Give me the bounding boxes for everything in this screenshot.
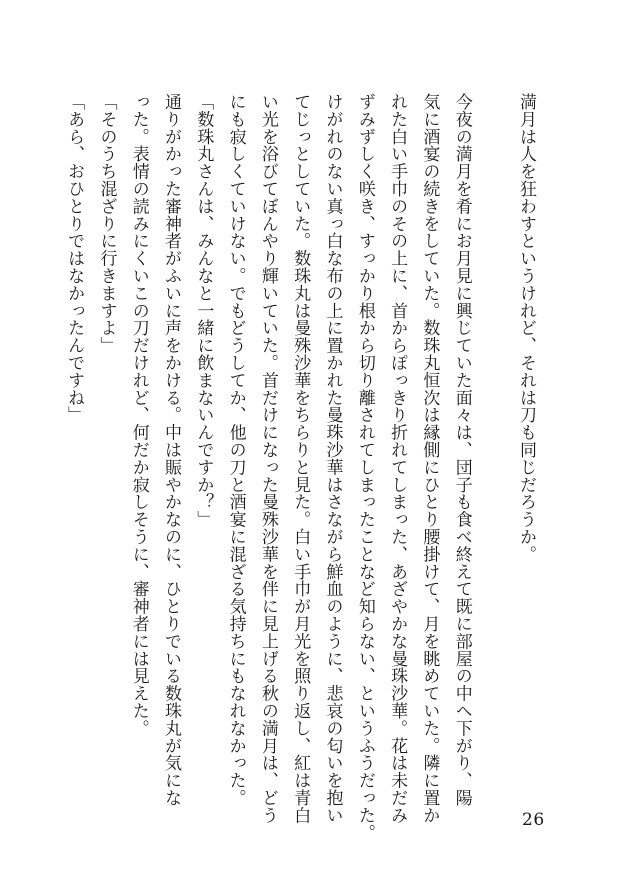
text-line: にも寂しくていけない。でもどうしてか、他の刀と酒宴に混ざる気持ちにもなれなかった。 — [225, 93, 246, 807]
text-line: てじっとしていた。数珠丸は曼殊沙華をちらりと見た。白い手巾が月光を照り返し、紅は青白 — [290, 93, 311, 824]
text-line: った。表情の読みにくいこの刀だけれど、何だか寂しそうに、審神者には見えた。 — [128, 93, 149, 737]
dialogue-line: 「そのうち混ざりに行きますよ」 — [96, 93, 117, 354]
text-line: 通りがかった審神者がふいに声をかける。中は賑やかなのに、ひとりでいる数珠丸が気にな — [161, 93, 182, 807]
text-line: 満月は人を狂わすというけれど、それは刀も同じだろうか。 — [516, 93, 536, 563]
dialogue-line: 「あら、おひとりではなかったんですね」 — [64, 93, 85, 424]
page-number: 26 — [522, 810, 545, 830]
text-line: 今夜の満月を肴にお月見に興じていた面々は、団子も食べ終えて既に部屋の中へ下がり、陽 — [451, 93, 472, 807]
text-line: い光を浴びてぼんやり輝いていた。首だけになった曼殊沙華を伴に見上げる秋の満月は、どう — [257, 93, 278, 824]
text-line: 気に酒宴の続きをしていた。数珠丸恒次は縁側にひとり腰掛けて、月を眺めていた。隣に置か — [419, 93, 440, 824]
dialogue-line: 「数珠丸さんは、みんなと一緒に飲まないんですか？」 — [193, 93, 214, 528]
text-line: れた白い手巾のその上に、首からぽっきり折れてしまった、あざやかな曼珠沙華。花は未だみ — [387, 93, 408, 824]
paragraph-gap — [478, 93, 510, 733]
text-line: けがれのない真っ白な布の上に置かれた曼珠沙華はさながら鮮血のように、悲哀の匂いを抱い — [322, 93, 343, 824]
text-line: ずみずしく咲き、すっかり根から切り離されてしまったことなど知らない、というふうだった。 — [354, 93, 375, 842]
